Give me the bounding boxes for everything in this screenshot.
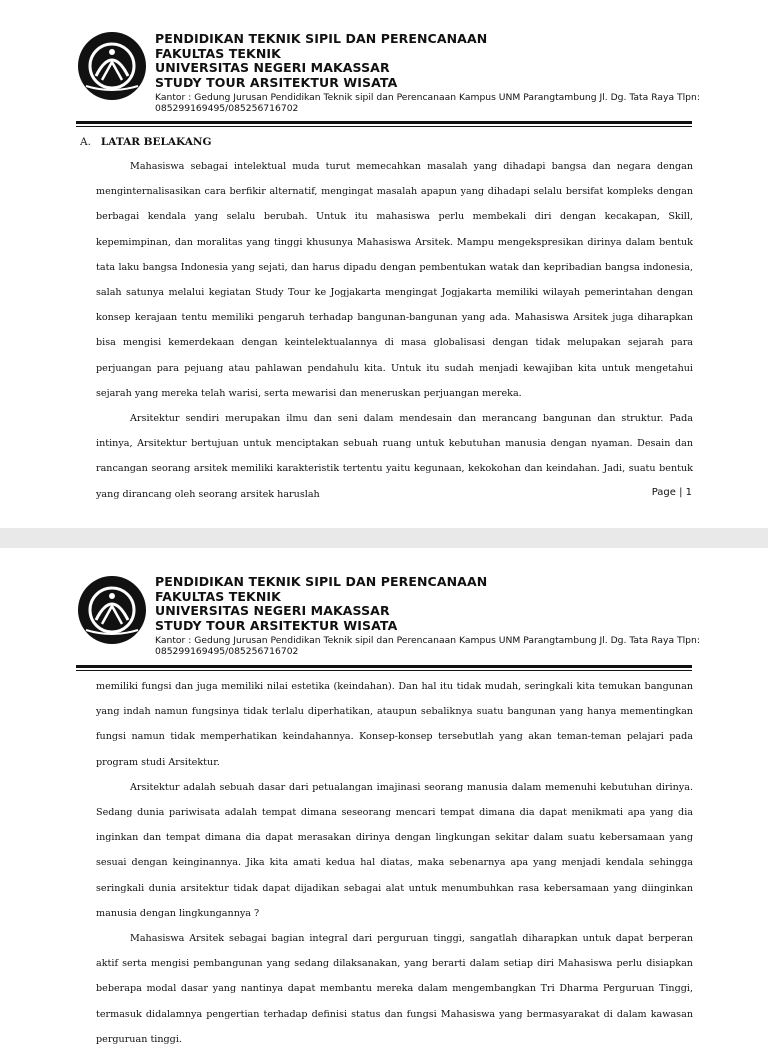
- letterhead-university: UNIVERSITAS NEGERI MAKASSAR: [155, 603, 390, 618]
- letterhead-department: PENDIDIKAN TEKNIK SIPIL DAN PERENCANAAN: [155, 31, 488, 46]
- header-rule: [76, 121, 692, 127]
- letterhead-faculty: FAKULTAS TEKNIK: [155, 588, 281, 604]
- paragraph: Mahasiswa sebagai intelektual muda turut memecahkan masalah yang dihadapi bangsa dan negara dengan menginternalisasikan cara berfikir alternatif, mengingat masalah apapun yang dihadapi selalu bersifat kompleks dengan berbagai kendala yang selalu berubah. Untuk itu mahasiswa perlu membekali diri dengan kecakapan, Skill, kepemimpinan, dan moralitas yang tinggi khusunya Mahasiswa Arsitek. Mampu mengekspresikan dirinya dalam bentuk tata laku bangsa Indonesia yang sejati, dan harus dipadu dengan pembentukan watak dan kepribadian bangsa indonesia, salah satunya melalui kegiatan Study Tour ke Jogjakarta mengingat Jogjakarta memiliki wilayah pemerintahan dengan konsep kerajaan tentu memiliki pengaruh terhadap bangunan-bangunan yang ada. Mahasiswa Arsitek juga diharapkan bisa mengisi kemerdekaan dengan keintelektualannya di masa globalisasi dengan tidak melupakan sejarah para perjuangan para pejuang atau pahlawan pendahulu kita. Untuk itu sudah menjadi kewajiban kita untuk mengetahui sejarah yang mereka telah warisi, serta mewarisi dan meneruskan perjuangan mereka.: [96, 161, 693, 399]
- university-logo-icon: [76, 30, 148, 102]
- letterhead-faculty: FAKULTAS TEKNIK: [155, 45, 281, 61]
- university-logo-icon: [76, 574, 148, 646]
- page-1-body: [96, 154, 693, 507]
- page-2-body: [96, 674, 693, 1052]
- paragraph: Mahasiswa Arsitek sebagai bagian integral dari perguruan tinggi, sangatlah diharapkan untuk dapat berperan aktif serta mengisi pembangunan yang sedang dilaksanakan, yang berarti dalam setiap diri Mahasiswa perlu disiapkan beberapa modal dasar yang nantinya dapat membantu mereka dalam mengembangkan Tri Dharma Perguruan Tinggi, termasuk didalamnya pengertian terhadap definisi status dan fungsi Mahasiswa yang bermasyarakat di dalam kawasan perguruan tinggi.: [96, 933, 693, 1045]
- section-heading: [80, 136, 211, 148]
- letterhead-university: UNIVERSITAS NEGERI MAKASSAR: [155, 60, 390, 75]
- letterhead-event: STUDY TOUR ARSITEKTUR WISATA: [155, 74, 398, 90]
- paragraph: Arsitektur adalah sebuah dasar dari petualangan imajinasi seorang manusia dalam memenuhi kebutuhan dirinya. Sedang dunia pariwisata adalah tempat dimana seseorang mencari tempat dimana dia dapat menikmati apa yang dia inginkan dan tempat dimana dia dapat merasakan dirinya dengan lingkungan sekitar dalam suatu kebersamaan yang sesuai dengan keinginannya. Jika kita amati kedua hal diatas, maka sebenarnya apa yang menjadi kendala sehingga seringkali dunia arsitektur tidak dapat dijadikan sebagai alat untuk menumbuhkan rasa kebersamaan yang diinginkan manusia dengan lingkungannya ?: [96, 781, 693, 919]
- document-page-2: [0, 548, 768, 1045]
- paragraph: Arsitektur sendiri merupakan ilmu dan seni dalam mendesain dan merancang bangunan dan struktur. Pada intinya, Arsitektur bertujuan untuk menciptakan sebuah ruang untuk kebutuhan manusia dengan nyaman. Desain dan rancangan seorang arsitek memiliki karakteristik tertentu yaitu kegunaan, kekokohan dan keindahan. Jadi, suatu bentuk yang dirancang oleh seorang arsitek haruslah: [96, 413, 693, 500]
- page-number: Page | 1: [651, 487, 692, 498]
- section-number: A.: [80, 136, 91, 148]
- letterhead-address: Kantor : Gedung Jurusan Pendidikan Teknik sipil dan Perencanaan Kampus UNM Parangtambung Jl. Dg. Tata Raya Tlpn: 085299169495/085256716702: [155, 635, 700, 657]
- header-rule: [76, 665, 692, 671]
- paragraph-continuation: memiliki fungsi dan juga memiliki nilai estetika (keindahan). Dan hal itu tidak mudah, seringkali kita temukan bangunan yang indah namun fungsinya tidak terlalu diperhatikan, ataupun sebaliknya suatu bangunan yang hanya mementingkan fungsi namun tidak memperhatikan keindahannya. Konsep-konsep tersebutlah yang akan teman-teman pelajari pada program studi Arsitektur.: [96, 681, 693, 768]
- letterhead: [155, 575, 755, 657]
- page-separator: [0, 528, 768, 548]
- letterhead: [155, 32, 755, 114]
- letterhead-address: Kantor : Gedung Jurusan Pendidikan Teknik sipil dan Perencanaan Kampus UNM Parangtambung Jl. Dg. Tata Raya Tlpn: 085299169495/085256716702: [155, 92, 700, 114]
- section-title: LATAR BELAKANG: [100, 136, 212, 148]
- letterhead-event: STUDY TOUR ARSITEKTUR WISATA: [155, 617, 398, 633]
- letterhead-department: PENDIDIKAN TEKNIK SIPIL DAN PERENCANAAN: [155, 574, 488, 589]
